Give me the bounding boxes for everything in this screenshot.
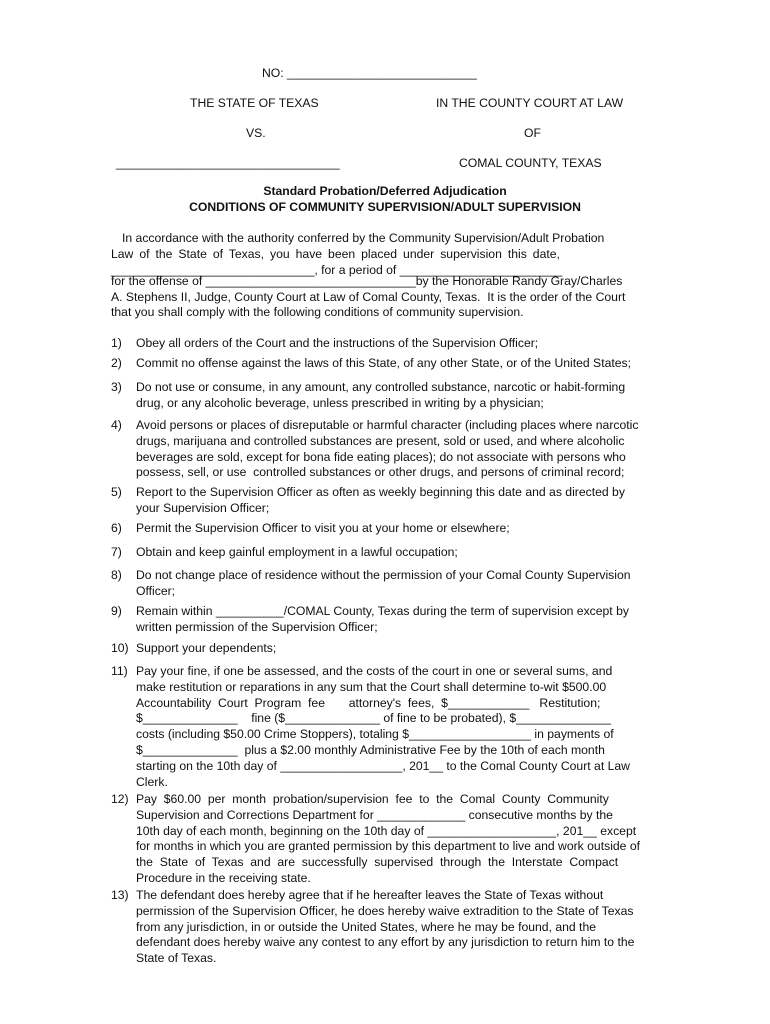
condition-line: starting on the 10th day of __________________, 201__ to the Comal County Court at Law <box>136 758 630 773</box>
condition-number: 10) <box>111 641 129 655</box>
condition-line: Support your dependents; <box>136 641 277 655</box>
intro-line-5: A. Stephens II, Judge, County Court at Law of Comal County, Texas. It is the order of the Court <box>111 290 626 304</box>
condition-line: Do not use or consume, in any amount, any controlled substance, narcotic or habit-forming <box>136 380 626 394</box>
condition-line: Remain within __________/COMAL County, Texas during the term of supervision except by <box>136 604 629 618</box>
document-title: CONDITIONS OF COMMUNITY SUPERVISION/ADULT SUPERVISION <box>189 200 581 214</box>
versus-label: VS. <box>246 126 266 140</box>
condition-line: your Supervision Officer; <box>136 500 270 515</box>
condition-number: 11) <box>111 664 128 678</box>
condition-line: beverages are sold, except for bona fide eating places); do not associate with persons who <box>136 449 626 464</box>
condition-line: The defendant does hereby agree that if he hereafter leaves the State of Texas without <box>136 888 604 902</box>
condition-number: 7) <box>111 545 122 559</box>
condition-line: Pay $60.00 per month probation/supervision fee to the Comal County Community <box>136 792 609 806</box>
condition-number: 4) <box>111 418 122 432</box>
condition-line: Clerk. <box>136 774 168 789</box>
condition-number: 2) <box>111 356 122 370</box>
condition-line: $______________ fine ($______________ of fine to be probated), $______________ <box>136 711 612 726</box>
condition-number: 8) <box>111 568 122 582</box>
condition-line: make restitution or reparations in any sum that the Court shall determine to-wit $500.00 <box>136 679 607 694</box>
condition-line: 10th day of each month, beginning on the 10th day of ___________________, 201__ except <box>136 823 637 838</box>
condition-line: Avoid persons or places of disreputable or harmful character (including places where narcotic <box>136 418 639 432</box>
condition-number: 6) <box>111 521 122 535</box>
condition-line: Report to the Supervision Officer as often as weekly beginning this date and as directed by <box>136 485 625 499</box>
intro-line-1: In accordance with the authority conferred by the Community Supervision/Adult Probation <box>122 231 605 245</box>
intro-line-4: for the offense of _______________________________by the Honorable Randy Gray/Charles <box>111 274 623 288</box>
condition-line: Procedure in the receiving state. <box>136 870 311 885</box>
condition-line: Officer; <box>136 583 176 598</box>
case-number: NO: ____________________________ <box>262 66 477 80</box>
condition-line: State of Texas. <box>136 951 217 966</box>
county-name: COMAL COUNTY, TEXAS <box>459 156 602 170</box>
intro-line-3: ______________________________, for a period of ________________________ <box>111 263 563 277</box>
condition-line: drugs, marijuana and controlled substances are present, sold or used, and where alcoholic <box>136 433 625 448</box>
condition-line: the State of Texas and are successfully supervised through the Interstate Compact <box>136 855 619 870</box>
condition-number: 5) <box>111 485 122 499</box>
condition-number: 13) <box>111 888 129 902</box>
condition-number: 9) <box>111 604 122 618</box>
condition-line: from any jurisdiction, in or outside the United States, where he may be found, and the <box>136 919 597 934</box>
state-party: THE STATE OF TEXAS <box>190 96 319 110</box>
intro-line-6: that you shall comply with the following conditions of community supervision. <box>111 305 524 319</box>
condition-line: defendant does hereby waive any contest to any effort by any jurisdiction to return him to the <box>136 935 635 950</box>
condition-line: costs (including $50.00 Crime Stoppers), totaling $__________________ in payments of <box>136 727 614 742</box>
court-name: IN THE COUNTY COURT AT LAW <box>436 96 624 110</box>
condition-line: $______________ plus a $2.00 monthly Administrative Fee by the 10th of each month <box>136 742 605 757</box>
condition-line: Pay your fine, if one be assessed, and the costs of the court in one or several sums, and <box>136 664 613 678</box>
intro-line-2: Law of the State of Texas, you have been placed under supervision this date, <box>111 247 560 261</box>
condition-line: Accountability Court Program fee attorney's fees, $____________ Restitution; <box>136 695 601 710</box>
condition-number: 3) <box>111 380 122 394</box>
condition-number: 12) <box>111 792 129 806</box>
condition-line: Obtain and keep gainful employment in a lawful occupation; <box>136 545 458 559</box>
defendant-line: _________________________________ <box>116 156 340 170</box>
condition-line: written permission of the Supervision Officer; <box>136 619 378 634</box>
condition-line: possess, sell, or use controlled substances or other drugs, and persons of criminal record; <box>136 465 625 480</box>
condition-line: drug, or any alcoholic beverage, unless prescribed in writing by a physician; <box>136 395 544 410</box>
condition-line: Do not change place of residence without the permission of your Comal County Supervision <box>136 568 631 582</box>
document-subtitle: Standard Probation/Deferred Adjudication <box>263 184 507 198</box>
condition-number: 1) <box>111 336 122 350</box>
condition-line: Permit the Supervision Officer to visit you at your home or elsewhere; <box>136 521 510 535</box>
condition-line: permission of the Supervision Officer, he does hereby waive extradition to the State of Texas <box>136 903 634 918</box>
condition-line: Obey all orders of the Court and the instructions of the Supervision Officer; <box>136 336 539 350</box>
of-label: OF <box>524 126 541 140</box>
condition-line: Supervision and Corrections Department for _____________ consecutive months by the <box>136 807 613 822</box>
condition-line: Commit no offense against the laws of this State, of any other State, or of the United States; <box>136 356 631 370</box>
condition-line: for months in which you are granted permission by this department to live and work outside of <box>136 839 641 854</box>
